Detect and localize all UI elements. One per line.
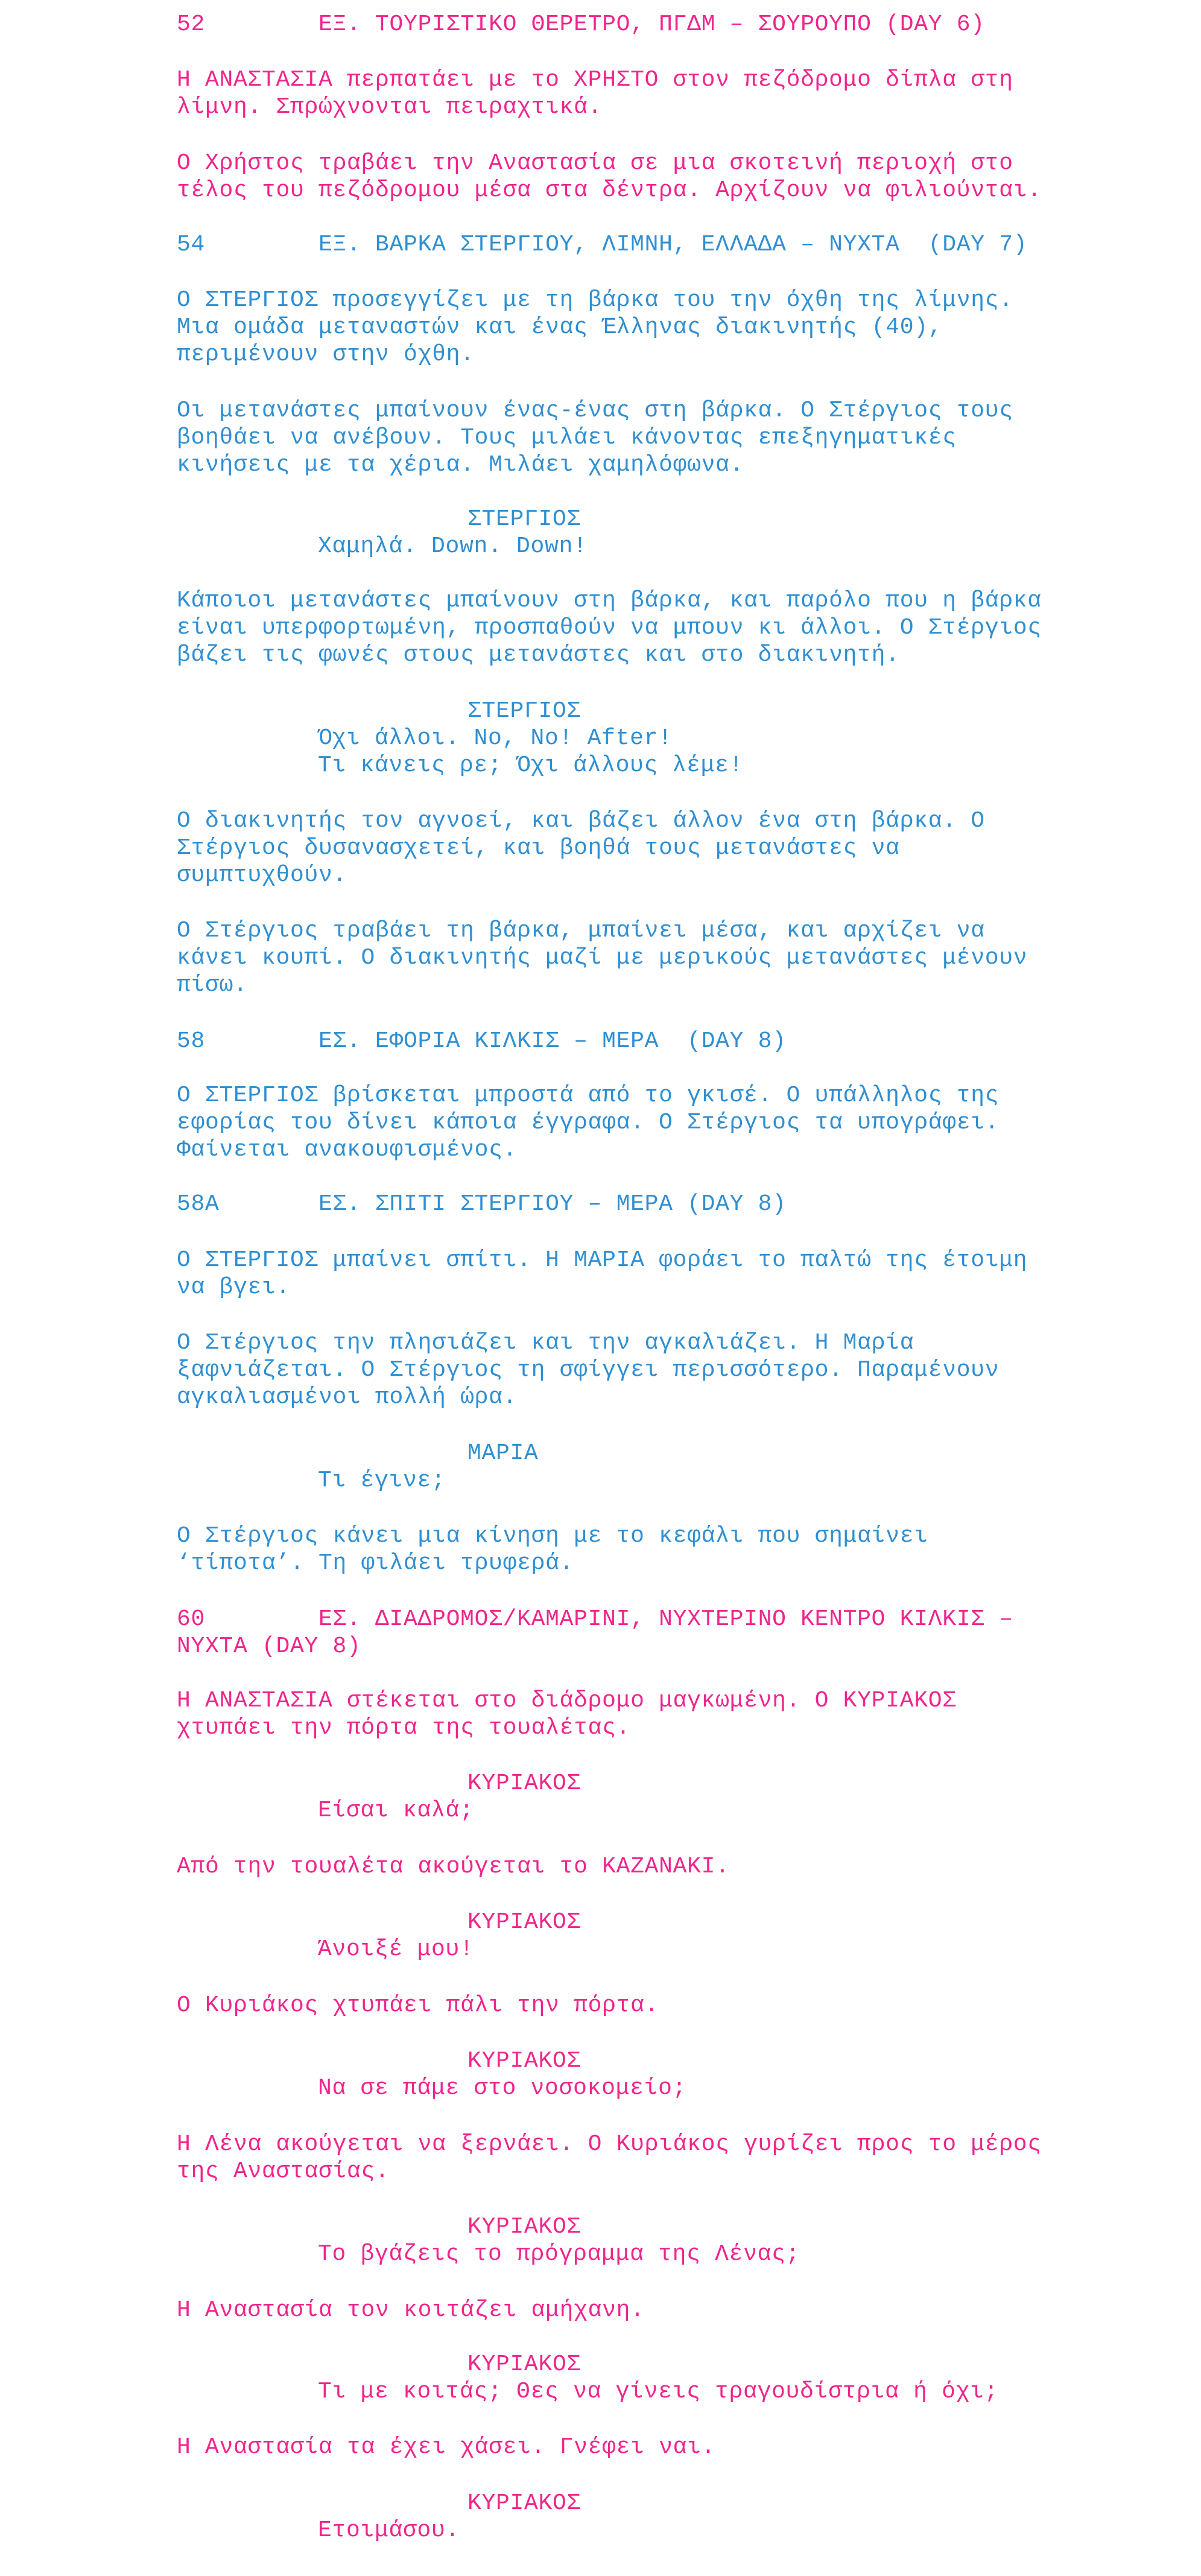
scene-heading: 60 ΕΣ. ΔΙΑΔΡΟΜΟΣ/ΚΑΜΑΡΙΝΙ, ΝΥΧΤΕΡΙΝΟ ΚΕΝΤΡΟ ΚΙΛΚΙΣ – [177,1606,1013,1632]
action-line: περιμένουν στην όχθη. [177,342,475,367]
action-line: εφορίας του δίνει κάποια έγγραφα. Ο Στέργιος τα υπογράφει. [177,1110,1000,1136]
action-line: πίσω. [177,972,248,998]
action-line: Μια ομάδα μεταναστών και ένας Έλληνας διακινητής (40), [177,314,943,340]
dialogue-line: Το βγάζεις το πρόγραμμα της Λένας; [318,2241,800,2267]
character-name: ΚΥΡΙΑΚΟΣ [467,1770,581,1796]
action-line: Η Αναστασία τα έχει χάσει. Γνέφει ναι. [177,2434,716,2460]
dialogue-line: Άνοιξέ μου! [318,1936,474,1962]
action-line: βάζει τις φωνές στους μετανάστες και στο διακινητή. [177,642,900,668]
character-name: ΚΥΡΙΑΚΟΣ [467,2352,581,2377]
action-line: Από την τουαλέτα ακούγεται το ΚΑΖΑΝΑΚΙ. [177,1854,730,1880]
character-name: ΚΥΡΙΑΚΟΣ [467,1909,581,1935]
action-line: βοηθάει να ανέβουν. Τους μιλάει κάνοντας επεξηγηματικές [177,425,957,451]
action-line: Ο Στέργιος κάνει μια κίνηση με το κεφάλι που σημαίνει [177,1523,928,1549]
character-name: ΚΥΡΙΑΚΟΣ [467,2490,581,2516]
character-name: ΜΑΡΙΑ [467,1440,539,1466]
action-line: κινήσεις με τα χέρια. Μιλάει χαμηλόφωνα. [177,452,744,478]
dialogue-line: Ετοιμάσου. [318,2517,460,2543]
action-line: συμπτυχθούν. [177,862,347,888]
dialogue-line: Τι με κοιτάς; Θες να γίνεις τραγουδίστρια ή όχι; [318,2379,999,2405]
character-name: ΣΤΕΡΓΙΟΣ [467,698,581,724]
action-line: Φαίνεται ανακουφισμένος. [177,1137,518,1163]
action-line: Η ΑΝΑΣΤΑΣΙΑ στέκεται στο διάδρομο μαγκωμένη. Ο ΚΥΡΙΑΚΟΣ [177,1688,957,1714]
dialogue-line: Χαμηλά. Down. Down! [318,533,588,559]
scene-heading: 58A ΕΣ. ΣΠΙΤΙ ΣΤΕΡΓΙΟΥ – ΜΕΡΑ (DAY 8) [177,1191,787,1217]
action-line: κάνει κουπί. Ο διακινητής μαζί με μερικούς μετανάστες μένουν [177,945,1028,971]
action-line: Ο Χρήστος τραβάει την Αναστασία σε μια σκοτεινή περιοχή στο [177,150,1013,176]
action-line: ‘τίποτα’. Τη φιλάει τρυφερά. [177,1550,574,1576]
dialogue-line: Όχι άλλοι. No, No! After! [318,725,673,751]
action-line: της Αναστασίας. [177,2158,390,2184]
scene-heading: 54 ΕΞ. ΒΑΡΚΑ ΣΤΕΡΓΙΟΥ, ΛΙΜΝΗ, ΕΛΛΑΔΑ – ΝΥΧΤΑ (DAY 7) [177,232,1028,258]
action-line: Η Λένα ακούγεται να ξερνάει. Ο Κυριάκος γυρίζει προς το μέρος [177,2131,1042,2157]
scene-heading: 52 ΕΞ. ΤΟΥΡΙΣΤΙΚΟ ΘΕΡΕΤΡΟ, ΠΓΔΜ – ΣΟΥΡΟΥΠΟ (DAY 6) [177,11,985,37]
action-line: Ο ΣΤΕΡΓΙΟΣ μπαίνει σπίτι. Η ΜΑΡΙΑ φοράει το παλτώ της έτοιμη [177,1247,1028,1273]
action-line: λίμνη. Σπρώχνονται πειραχτικά. [177,94,603,120]
action-line: να βγει. [177,1274,291,1300]
dialogue-line: Τι έγινε; [318,1468,446,1493]
action-line: τέλος του πεζόδρομου μέσα στα δέντρα. Αρχίζουν να φιλιούνται. [177,177,1042,203]
action-line: Ο Στέργιος τραβάει τη βάρκα, μπαίνει μέσα, και αρχίζει να [177,918,985,944]
action-line: είναι υπερφορτωμένη, προσπαθούν να μπουν κι άλλοι. Ο Στέργιος [177,615,1042,641]
action-line: Κάποιοι μετανάστες μπαίνουν στη βάρκα, και παρόλο που η βάρκα [177,588,1042,614]
dialogue-line: Είσαι καλά; [318,1798,474,1824]
action-line: Οι μετανάστες μπαίνουν ένας-ένας στη βάρκα. Ο Στέργιος τους [177,398,1013,424]
action-line: Ο Κυριάκος χτυπάει πάλι την πόρτα. [177,1992,659,2018]
action-line: Ο διακινητής τον αγνοεί, και βάζει άλλον ένα στη βάρκα. Ο [177,808,985,834]
scene-heading: 58 ΕΣ. ΕΦΟΡΙΑ ΚΙΛΚΙΣ – ΜΕΡΑ (DAY 8) [177,1028,787,1054]
action-line: χτυπάει την πόρτα της τουαλέτας. [177,1715,631,1741]
action-line: Στέργιος δυσανασχετεί, και βοηθά τους μετανάστες να [177,835,900,861]
action-line: Ο Στέργιος την πλησιάζει και την αγκαλιάζει. Η Μαρία [177,1330,914,1356]
dialogue-line: Να σε πάμε στο νοσοκομείο; [318,2075,687,2101]
character-name: ΚΥΡΙΑΚΟΣ [467,2048,581,2074]
action-line: Η ΑΝΑΣΤΑΣΙΑ περπατάει με το ΧΡΗΣΤΟ στον πεζόδρομο δίπλα στη [177,67,1013,93]
action-line: αγκαλιασμένοι πολλή ώρα. [177,1384,518,1410]
character-name: ΚΥΡΙΑΚΟΣ [467,2214,581,2240]
action-line: Η Αναστασία τον κοιτάζει αμήχανη. [177,2297,645,2323]
character-name: ΣΤΕΡΓΙΟΣ [467,506,581,532]
dialogue-line: Τι κάνεις ρε; Όχι άλλους λέμε! [318,752,744,778]
action-line: ξαφνιάζεται. Ο Στέργιος τη σφίγγει περισσότερο. Παραμένουν [177,1357,1000,1383]
action-line: Ο ΣΤΕΡΓΙΟΣ βρίσκεται μπροστά από το γκισέ. Ο υπάλληλος της [177,1083,1000,1108]
scene-heading: ΝΥΧΤΑ (DAY 8) [177,1633,361,1659]
action-line: Ο ΣΤΕΡΓΙΟΣ προσεγγίζει με τη βάρκα του την όχθη της λίμνης. [177,287,1013,313]
